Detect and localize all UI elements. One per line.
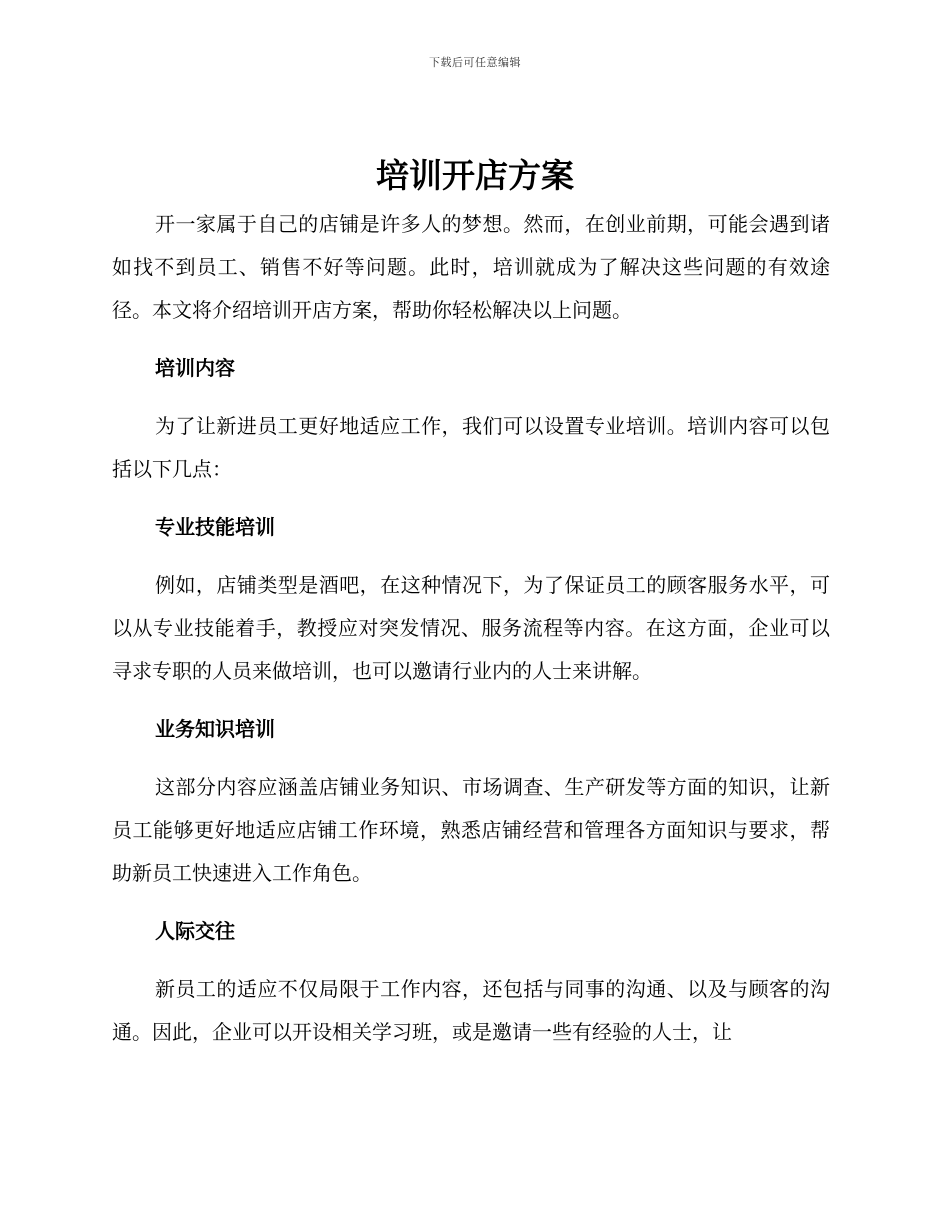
section-paragraph-professional-skills: 例如，店铺类型是酒吧，在这种情况下，为了保证员工的顾客服务水平，可以从专业技能着手，教授应对突发情况、服务流程等内容。在这方面，企业可以寻求专职的人员来做培训，也可以邀请行业内的人士来讲解。 <box>112 573 830 683</box>
document-body <box>112 203 830 1054</box>
document-title: 培训开店方案 <box>376 156 574 195</box>
section-paragraph-training-content: 为了让新进员工更好地适应工作，我们可以设置专业培训。培训内容可以包括以下几点： <box>112 414 830 481</box>
header-note: 下载后可任意编辑 <box>429 56 521 69</box>
intro-paragraph: 开一家属于自己的店铺是许多人的梦想。然而，在创业前期，可能会遇到诸如找不到员工、销售不好等问题。此时，培训就成为了解决这些问题的有效途径。本文将介绍培训开店方案，帮助你轻松解决以上问题。 <box>112 212 830 322</box>
section-heading-interpersonal: 人际交往 <box>155 919 235 943</box>
section-paragraph-interpersonal: 新员工的适应不仅局限于工作内容，还包括与同事的沟通、以及与顾客的沟通。因此，企业可以开设相关学习班，或是邀请一些有经验的人士，让 <box>112 977 830 1044</box>
section-heading-training-content: 培训内容 <box>155 356 235 380</box>
section-heading-professional-skills: 专业技能培训 <box>155 515 275 539</box>
section-heading-business-knowledge: 业务知识培训 <box>155 717 275 741</box>
section-paragraph-business-knowledge: 这部分内容应涵盖店铺业务知识、市场调查、生产研发等方面的知识，让新员工能够更好地适应店铺工作环境，熟悉店铺经营和管理各方面知识与要求，帮助新员工快速进入工作角色。 <box>112 775 830 885</box>
